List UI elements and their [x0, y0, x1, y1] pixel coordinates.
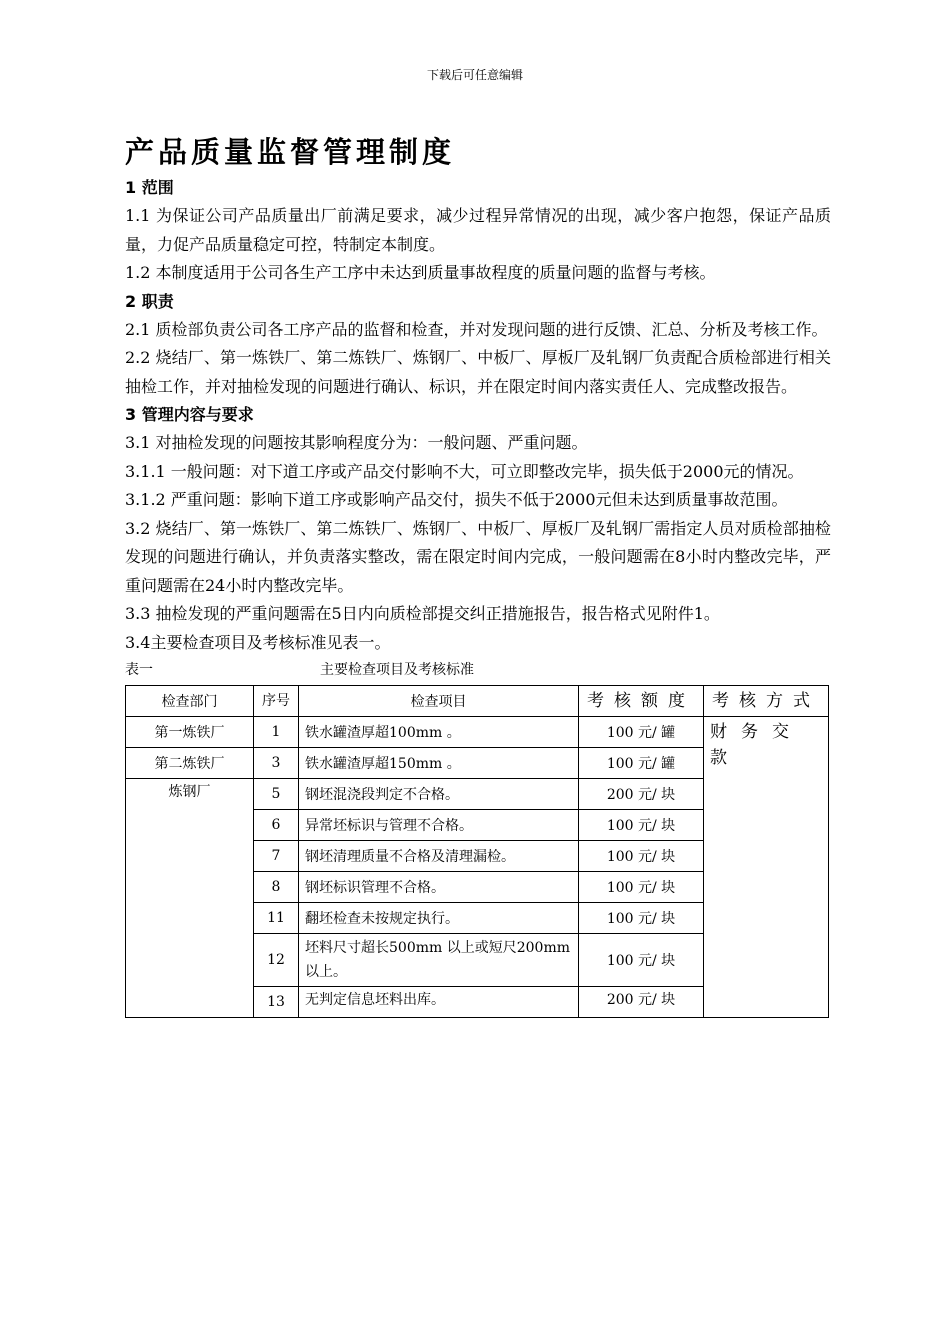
cell-dept: 第二炼铁厂 [126, 748, 254, 779]
cell-seq: 6 [254, 810, 299, 841]
cell-method: 财务交款 [704, 717, 829, 1018]
cell-item: 翻坯检查未按规定执行。 [299, 903, 579, 934]
page-header-note: 下载后可任意编辑 [426, 68, 523, 82]
cell-item: 坯料尺寸超长500mm 以上或短尺200mm 以上。 [299, 934, 579, 987]
cell-amount: 200 元/ 块 [579, 779, 704, 810]
cell-seq: 1 [254, 717, 299, 748]
paragraph: 1.2 本制度适用于公司各生产工序中未达到质量事故程度的质量问题的监督与考核。 [125, 263, 716, 282]
paragraph: 3.1.1 一般问题：对下道工序或产品交付影响不大，可立即整改完毕，损失低于2000元的情况。 [125, 461, 804, 481]
cell-seq: 7 [254, 841, 299, 872]
cell-seq: 11 [254, 903, 299, 934]
cell-dept: 第一炼铁厂 [126, 717, 254, 748]
cell-seq: 5 [254, 779, 299, 810]
cell-amount: 100 元/ 块 [579, 841, 704, 872]
table-caption [125, 657, 831, 683]
cell-item: 钢坯清理质量不合格及清理漏检。 [299, 841, 579, 872]
cell-item: 铁水罐渣厚超150mm 。 [299, 748, 579, 779]
header-method: 考核方式 [704, 686, 829, 717]
header-item: 检查项目 [299, 686, 579, 717]
inspection-standards-table [125, 685, 829, 1018]
cell-seq: 12 [254, 934, 299, 987]
section-heading-scope: 1 范围 [125, 178, 174, 197]
cell-amount: 100 元/ 罐 [579, 748, 704, 779]
paragraph: 3.2 烧结厂、第一炼铁厂、第二炼铁厂、炼钢厂、中板厂、厚板厂及轧钢厂需指定人员对质检部抽检发现的问题进行确认，并负责落实整改，需在限定时间内完成，一般问题需在8小时内整改完毕，严重问题需在24小时内整改完毕。 [125, 518, 831, 595]
paragraph: 3.4主要检查项目及考核标准见表一。 [125, 632, 391, 652]
cell-dept: 炼钢厂 [126, 779, 254, 1018]
header-dept: 检查部门 [126, 686, 254, 717]
section-heading-duties: 2 职责 [125, 291, 174, 311]
cell-item: 无判定信息坯料出库。 [299, 987, 579, 1018]
cell-amount: 200 元/ 块 [579, 987, 704, 1018]
paragraph: 3.1.2 严重问题：影响下道工序或影响产品交付，损失不低于2000元但未达到质量事故范围。 [125, 490, 788, 509]
paragraph: 2.1 质检部负责公司各工序产品的监督和检查，并对发现问题的进行反馈、汇总、分析及考核工作。 [125, 319, 828, 339]
document-title: 产品质量监督管理制度 [125, 135, 456, 169]
cell-amount: 100 元/ 块 [579, 934, 704, 987]
cell-item: 异常坯标识与管理不合格。 [299, 810, 579, 841]
cell-seq: 3 [254, 748, 299, 779]
table-row [126, 717, 829, 748]
cell-amount: 100 元/ 块 [579, 810, 704, 841]
paragraph: 2.2 烧结厂、第一炼铁厂、第二炼铁厂、炼钢厂、中板厂、厚板厂及轧钢厂负责配合质检部进行相关抽检工作，并对抽检发现的问题进行确认、标识，并在限定时间内落实责任人、完成整改报告。 [125, 348, 831, 396]
cell-item: 钢坯标识管理不合格。 [299, 872, 579, 903]
section-heading-requirements: 3 管理内容与要求 [125, 405, 254, 424]
cell-amount: 100 元/ 块 [579, 903, 704, 934]
cell-seq: 13 [254, 987, 299, 1018]
table-header-row [126, 686, 829, 717]
cell-amount: 100 元/ 罐 [579, 717, 704, 748]
header-seq: 序号 [254, 686, 299, 717]
paragraph: 3.3 抽检发现的严重问题需在5日内向质检部提交纠正措施报告，报告格式见附件1。 [125, 604, 720, 623]
cell-amount: 100 元/ 块 [579, 872, 704, 903]
header-amount: 考核额度 [579, 686, 704, 717]
cell-item: 钢坯混浇段判定不合格。 [299, 779, 579, 810]
cell-item: 铁水罐渣厚超100mm 。 [299, 717, 579, 748]
table-caption-label: 表一 [125, 662, 153, 678]
document-body [125, 132, 831, 1018]
table-caption-title: 主要检查项目及考核标准 [320, 662, 474, 678]
paragraph: 3.1 对抽检发现的问题按其影响程度分为：一般问题、严重问题。 [125, 433, 588, 452]
cell-seq: 8 [254, 872, 299, 903]
paragraph: 1.1 为保证公司产品质量出厂前满足要求，减少过程异常情况的出现，减少客户抱怨，保证产品质量，力促产品质量稳定可控，特制定本制度。 [125, 206, 831, 254]
